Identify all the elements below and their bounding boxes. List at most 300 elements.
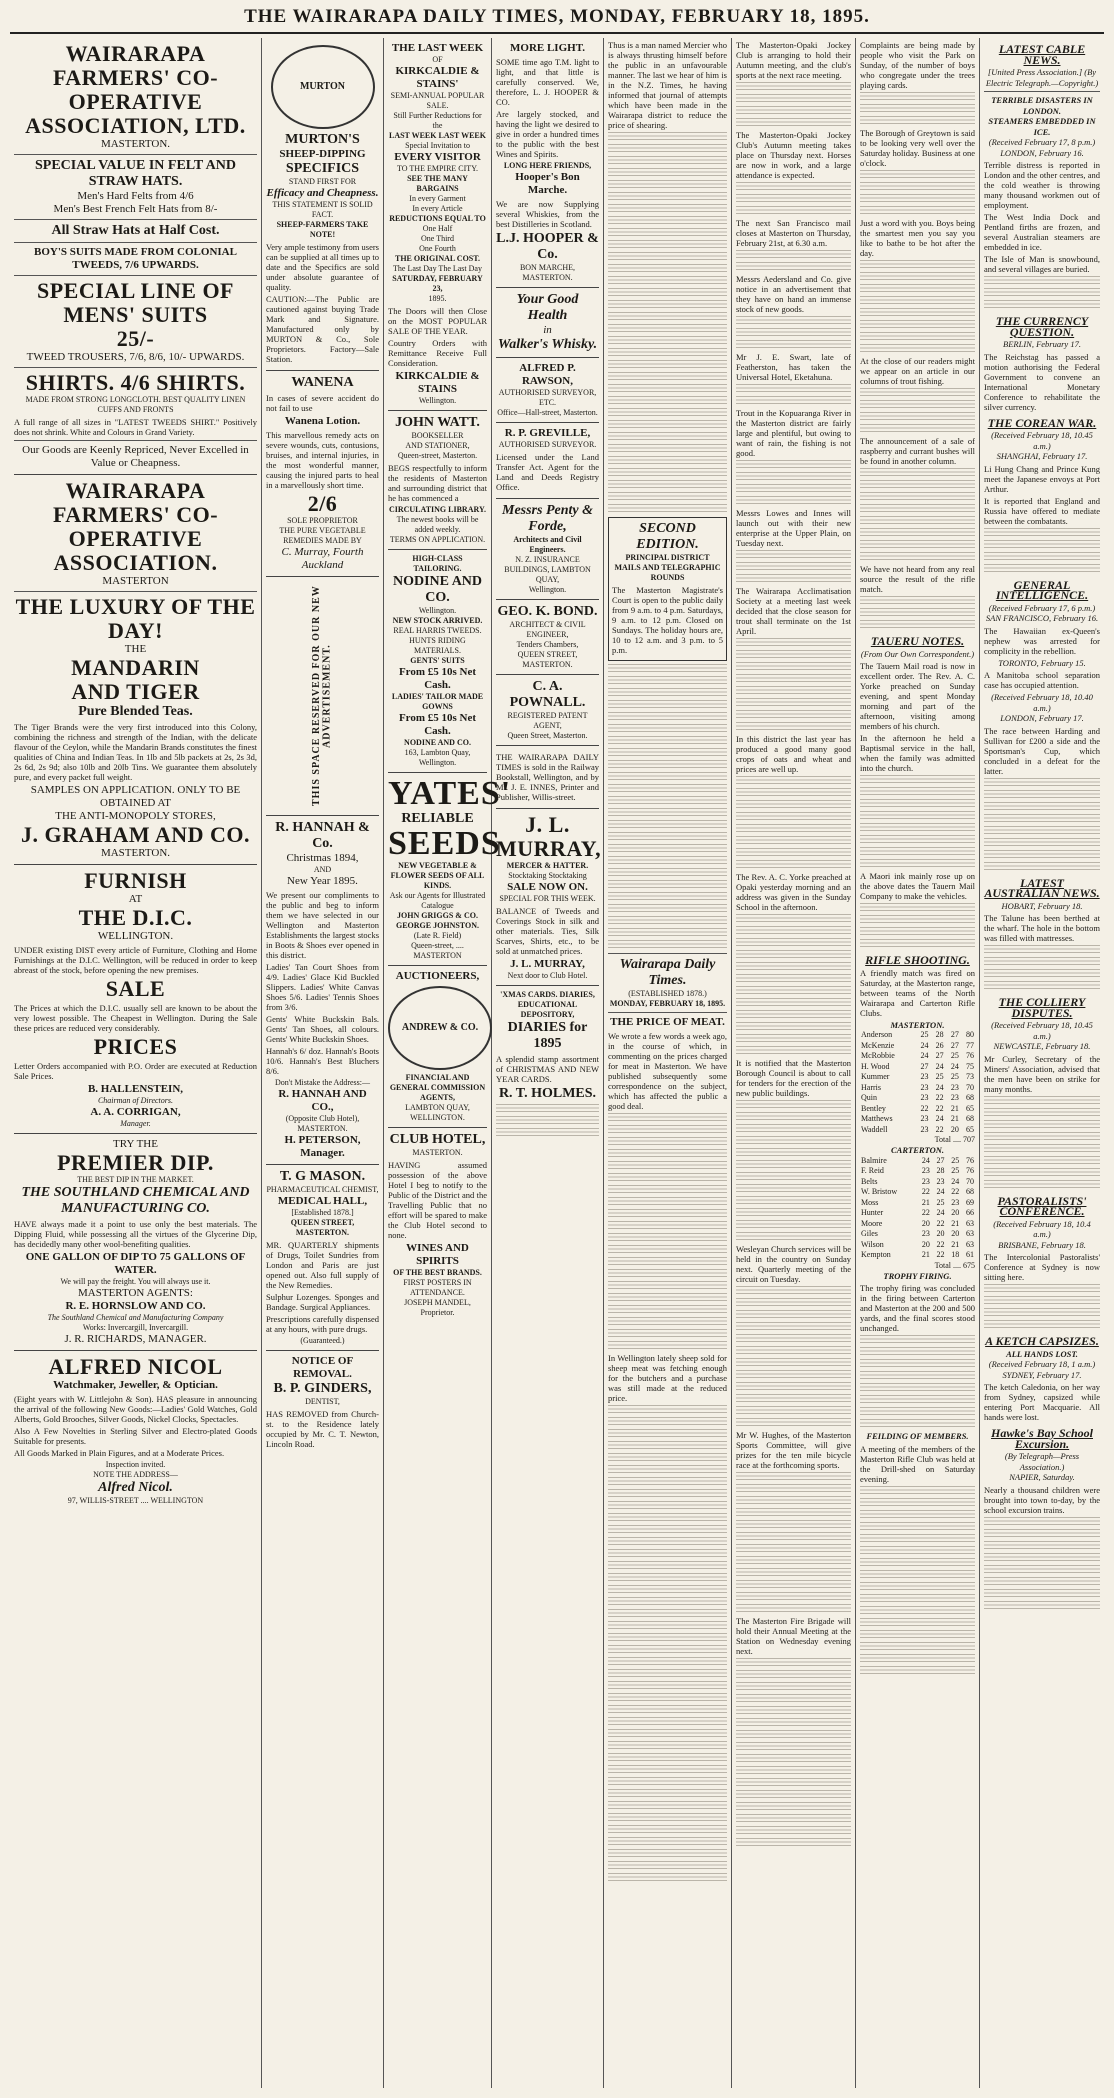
prescriptions: Prescriptions carefully dispensed at any hours, with pure drugs. xyxy=(266,1314,379,1334)
shooter-name: Quin xyxy=(861,1093,877,1102)
result-row xyxy=(860,1104,975,1115)
chairman: Chairman of Directors. xyxy=(97,1096,174,1105)
tauern-text-2: In the afternoon he held a Baptismal service in the hall, when the family was admitted into the church. xyxy=(860,733,975,773)
furnish-head: FURNISH xyxy=(84,868,187,893)
col6-text-7: Messrs Lowes and Innes will launch out with their new enterprise at the Upper Plain, on Tuesday next. xyxy=(736,508,851,548)
reserved-vertical-text: THIS SPACE RESERVED FOR OUR NEW ADVERTISEMENT. xyxy=(311,585,333,807)
seeds: SEEDS xyxy=(388,825,501,862)
in-label: in xyxy=(543,324,552,336)
wanena-sign: SOLE PROPRIETOR xyxy=(287,516,358,525)
ginders-head: B. P. GINDERS, xyxy=(273,1381,372,1396)
result-row xyxy=(860,1177,975,1188)
col6-text-13: Mr W. Hughes, of the Masterton Sports Committee, will give prizes for the ten mile bicycle race at the forthcoming sports. xyxy=(736,1430,851,1470)
score-cell: 23 xyxy=(920,1072,929,1081)
farmers-title-2: WAIRARAPA FARMERS' CO-OPERATIVE ASSOCIATION. xyxy=(52,478,219,575)
press: [United Press Association.] (By Electric Telegraph.—Copyright.) xyxy=(985,67,1099,88)
cable-text-1: Terrible distress is reported in London and the other centres, and the cold weather is throwing many thousand workmen out of employment. xyxy=(984,160,1100,210)
score-cell: 63 xyxy=(966,1239,974,1249)
hallenstein: B. HALLENSTEIN, xyxy=(87,1083,184,1095)
dic-text: UNDER existing DIST every article of Furniture, Clothing and Home Furnishings at the D.I.C. Wellington, will be reduced in order to keep abreast of the stock, before opening the new premises. xyxy=(14,945,257,975)
manager-label: Manager. xyxy=(120,1119,151,1128)
watt-head: JOHN WATT. xyxy=(395,415,480,430)
one-fourth: One Fourth xyxy=(419,244,456,253)
score-cell: 28 xyxy=(935,1030,944,1039)
walkers: Walker's Whisky. xyxy=(497,337,598,352)
shooter-name: Wilson xyxy=(861,1239,884,1249)
score-cell: 20 xyxy=(921,1239,930,1249)
next-door: Next door to Club Hotel. xyxy=(507,971,588,980)
stationer: AND STATIONER, xyxy=(405,441,470,450)
calendars: A splendid stamp assortment of CHRISTMAS AND NEW YEAR CARDS. xyxy=(496,1054,599,1084)
samples-line: SAMPLES ON APPLICATION. ONLY TO BE OBTAINED AT xyxy=(30,784,241,809)
score-cell: 25 xyxy=(950,1072,959,1081)
guaranteed: (Guaranteed.) xyxy=(300,1336,345,1345)
score-cell: 22 xyxy=(935,1103,944,1113)
gents-suits: GENTS' SUITS xyxy=(410,656,465,665)
best-brands: OF THE BEST BRANDS. xyxy=(393,1268,482,1277)
col6-text-6: Trout in the Kopuaranga River in the Masterton district are fairly large and plentiful, but owing to want of rain, the fishing is not good. xyxy=(736,408,851,458)
score-cell: 23 xyxy=(951,1197,960,1207)
score-cell: 63 xyxy=(966,1218,974,1228)
george: GEORGE JOHNSTON. xyxy=(396,921,479,930)
wines: WINES AND SPIRITS xyxy=(406,1242,469,1267)
holmes-ad xyxy=(496,986,599,1144)
circulating: CIRCULATING LIBRARY. xyxy=(388,505,487,514)
stamp-icon: ANDREW & CO. xyxy=(388,986,492,1070)
columns xyxy=(10,38,1104,2088)
score-cell: 25 xyxy=(951,1155,960,1165)
nodine-2: NODINE AND CO. xyxy=(404,738,471,747)
shirts-head: SHIRTS. 4/6 SHIRTS. xyxy=(25,370,246,395)
col7-text-2: The Borough of Greytown is said to be looking very well over the Saturday holiday. Business at one o'clock. xyxy=(860,128,975,168)
tauern-text: The Tauern Mail road is now in excellent order. The Rev. A. C. Yorke preached on Sunday evening, and spent Monday morning and part of the afternoon, visiting among members of his church. xyxy=(860,661,975,731)
rawson: ALFRED P. RAWSON, xyxy=(519,362,576,387)
colliery-head: THE COLLIERY DISPUTES. xyxy=(998,995,1086,1020)
dip-text: HAVE always made it a point to use only the best materials. The Dipping Fluid, while possessing all the virtues of the Glycerine Dip, has decidedly many other wool-benefiting qualities. xyxy=(14,1219,257,1249)
southland-2: The Southland Chemical and Manufacturing Company xyxy=(47,1313,224,1322)
score-cell: 80 xyxy=(966,1030,974,1039)
result-row xyxy=(860,1187,975,1198)
newest: The newest books will be added weekly. xyxy=(396,515,479,534)
of-label: OF xyxy=(432,55,443,64)
masterton-results xyxy=(860,1030,975,1135)
col6-text-9: In this district the last year has produced a good many good crops of oats and wheat and prices are well up. xyxy=(736,734,851,774)
sheep-seal-icon: MURTON xyxy=(271,45,375,129)
terms: TERMS ON APPLICATION. xyxy=(389,535,486,544)
first-posters: FIRST POSTERS IN ATTENDANCE. xyxy=(403,1278,472,1297)
score-cell: 22 xyxy=(936,1250,945,1259)
score-cell: 24 xyxy=(935,1082,944,1092)
by-tel: (By Telegraph—Press Association.) xyxy=(1004,1451,1080,1472)
col6-text-14: The Masterton Fire Brigade will hold their Annual Meeting at the Station on Wednesday evening next. xyxy=(736,1616,851,1656)
new-stock: NEW STOCK ARRIVED. xyxy=(392,616,483,625)
see-bargains: SEE THE MANY BARGAINS xyxy=(407,174,468,193)
penty: Messrs Penty & Forde, xyxy=(502,503,593,534)
score-cell: 23 xyxy=(950,1093,959,1102)
score-cell: 25 xyxy=(920,1030,929,1039)
the-label: THE xyxy=(124,643,147,655)
score-cell: 23 xyxy=(921,1229,930,1238)
score-cell: 24 xyxy=(950,1061,959,1071)
col5-text-2: In Wellington lately sheep sold for sheep meat was fetching enough for the butchers and a purchase was still made at the reduced price. xyxy=(608,1353,727,1403)
nicol-address: 97, WILLIS-STREET .... WELLINGTON xyxy=(67,1496,204,1505)
rawson-ad xyxy=(496,358,599,423)
column-8 xyxy=(980,38,1104,2088)
hannah-sign: R. HANNAH AND CO., xyxy=(278,1088,367,1113)
shooter-name: Balmire xyxy=(861,1155,887,1165)
nicol-head: ALFRED NICOL xyxy=(48,1354,223,1379)
felt-line1: Men's Hard Felts from 4/6 xyxy=(77,190,194,202)
semi-annual: SEMI-ANNUAL POPULAR SALE. xyxy=(390,91,485,110)
score-cell: 18 xyxy=(951,1250,960,1259)
queen-street: QUEEN STREET, MASTERTON. xyxy=(290,1218,355,1237)
bond-ad xyxy=(496,600,599,675)
farmers-place-2: MASTERTON xyxy=(102,575,169,587)
largely: THIS STATEMENT IS SOLID FACT. xyxy=(272,200,373,219)
colliery-text: Mr Curley, Secretary of the Miners' Association, advised that the men have been on strike for many months. xyxy=(984,1053,1100,1094)
score-cell: 22 xyxy=(921,1208,930,1217)
nodine-ad xyxy=(388,550,487,773)
wanena-price: 2/6 xyxy=(307,491,338,516)
note-address: Don't Mistake the Address:— xyxy=(275,1078,370,1087)
hornslow: R. E. HORNSLOW AND CO. xyxy=(65,1300,206,1312)
established: [Established 1878.] xyxy=(291,1208,354,1217)
tweed-line: TWEED TROUSERS, 7/6, 8/6, 10/- UPWARDS. xyxy=(26,351,245,363)
sheep-dip: SHEEP-DIPPING xyxy=(279,148,366,160)
corean-text: Li Hung Chang and Prince Kung meet the Japanese envoys at Port Arthur. xyxy=(984,463,1100,494)
edition-text: The Masterton Magistrate's Court is open to the public daily from 9 a.m. to 4 p.m. Saturdays, 9 a.m. to 12 p.m. Closed on Sundays. The holiday hours are, 10 to 12 a.m. and 3 p.m. to 5 p.m. xyxy=(612,585,723,655)
special-invite: Special Invitation to xyxy=(405,141,470,150)
score-cell: 20 xyxy=(950,1124,959,1134)
shooter-name: W. Bristow xyxy=(861,1187,898,1196)
col6-text-5: Mr J. E. Swart, late of Featherston, has taken the Universal Hotel, Eketahuna. xyxy=(736,352,851,382)
reductions: REDUCTIONS EQUAL TO xyxy=(389,214,486,223)
score-cell: 75 xyxy=(966,1061,974,1071)
at-label: AT xyxy=(128,893,143,905)
received-2: (Received February 18, 10.45 a.m.) xyxy=(991,430,1093,451)
col6-text-3: The next San Francisco mail closes at Masterton on Thursday, February 21st, at 6.30 a.m. xyxy=(736,218,851,248)
mason-ad xyxy=(266,1165,379,1351)
result-row xyxy=(860,1114,975,1125)
score-cell: 77 xyxy=(966,1040,974,1050)
every-visitor: EVERY VISITOR xyxy=(394,151,481,163)
mandel: JOSEPH MANDEL, Proprietor. xyxy=(404,1298,471,1317)
doors: The Doors will then Close on the MOST POPULAR SALE OF THE YEAR. xyxy=(388,306,487,336)
greville-text: Licensed under the Land Transfer Act. Agent for the Land and Deeds Registry Office. xyxy=(496,452,599,492)
hooper-head: L.J. HOOPER & Co. xyxy=(496,231,599,262)
felt-line2: Men's Best French Felt Hats from 8/- xyxy=(53,203,218,215)
score-cell: 25 xyxy=(950,1051,959,1060)
london-1: LONDON, February 16. xyxy=(1000,147,1084,158)
masterton-total: Total .... 707 xyxy=(934,1135,975,1144)
newcastle: NEWCASTLE, February 18. xyxy=(993,1041,1091,1051)
xmas: 'XMAS CARDS. DIARIES, EDUCATIONAL DEPOSITORY, xyxy=(500,990,595,1019)
score-cell: 21 xyxy=(921,1197,930,1207)
general-text-2: A Manitoba school separation case has occupied attention. xyxy=(984,670,1100,690)
ginders-ad xyxy=(266,1351,379,1455)
result-row xyxy=(860,1093,975,1104)
score-cell: 22 xyxy=(951,1187,960,1196)
col7-text-3: Just a word with you. Boys being the smartest men you say you like to bathe to be hot after the day. xyxy=(860,218,975,258)
dip-supply: We will pay the freight. You will always use it. xyxy=(60,1277,211,1286)
late: (Late R. Field) xyxy=(413,931,462,940)
wanena-text: In cases of severe accident do not fail to use xyxy=(266,393,379,413)
score-cell: 24 xyxy=(920,1051,929,1060)
general-head: GENERAL INTELLIGENCE. xyxy=(995,577,1089,602)
farmers-ad-2 xyxy=(14,475,257,865)
one-half: One Half xyxy=(422,224,453,233)
mason-head: T. G MASON. xyxy=(279,1169,366,1184)
corean-text-2: It is reported that England and Russia have offered to mediate between the combatants. xyxy=(984,495,1100,526)
shooter-name: Bentley xyxy=(861,1103,886,1113)
peterson: H. PETERSON, Manager. xyxy=(284,1134,361,1159)
score-cell: 23 xyxy=(950,1082,959,1092)
score-cell: 76 xyxy=(966,1051,974,1060)
kirk-head: KIRKCALDIE & STAINS' xyxy=(395,65,480,90)
nodine-place: Wellington. xyxy=(418,606,457,615)
score-cell: 20 xyxy=(936,1229,945,1238)
second-edition: SECOND EDITION. xyxy=(636,521,699,552)
score-cell: 21 xyxy=(951,1218,960,1228)
score-cell: 20 xyxy=(951,1229,960,1238)
col6-text-4: Messrs Aedersland and Co. give notice in an advertisement that they have on hand an immense stock of new goods. xyxy=(736,274,851,314)
score-cell: 25 xyxy=(935,1072,944,1081)
wanena-lotion: Wanena Lotion. xyxy=(284,415,361,427)
london-2: LONDON, February 17. xyxy=(1000,713,1084,723)
steamers: STEAMERS EMBEDDED IN ICE. xyxy=(988,116,1096,137)
farmers-place: MASTERTON. xyxy=(100,138,171,150)
catalogue: Ask our Agents for Illustrated Catalogue xyxy=(389,891,486,910)
result-row xyxy=(860,1041,975,1052)
result-row xyxy=(860,1030,975,1041)
bookseller: BOOKSELLER xyxy=(411,431,464,440)
from-2: From £5 10s Net Cash. xyxy=(398,712,477,737)
dip-order: ONE GALLON OF DIP TO 75 GALLONS OF WATER. xyxy=(25,1251,246,1276)
light-text: SOME time ago T.M. light to light, and that little is carefully conserved. We, therefore, L. J. HOOPER & CO. xyxy=(496,57,599,107)
score-cell: 25 xyxy=(936,1197,945,1207)
mason-text: MR. QUARTERLY shipments of Drugs, Toilet Sundries from London and Paris are just opened out. Also full supply of the New Remedies. xyxy=(266,1240,379,1290)
hooper-ad xyxy=(496,38,599,288)
berlin: BERLIN, February 17. xyxy=(1003,339,1081,349)
second-edition-box xyxy=(608,517,727,661)
cable-head: LATEST CABLE NEWS. xyxy=(998,42,1086,67)
result-row xyxy=(860,1072,975,1083)
chemist: PHARMACEUTICAL CHEMIST, xyxy=(266,1185,379,1194)
received-5: (Received February 18, 10.45 a.m.) xyxy=(991,1020,1093,1041)
score-cell: 27 xyxy=(936,1155,945,1165)
shooter-name: Anderson xyxy=(861,1030,893,1039)
received-4: (Received February 18, 10.40 a.m.) xyxy=(991,692,1093,713)
yates-head: YATES' xyxy=(388,775,512,812)
pownall-ad xyxy=(496,675,599,746)
murton-head: MURTON'S xyxy=(285,132,360,147)
result-row xyxy=(860,1250,975,1261)
one-third: One Third xyxy=(421,234,454,243)
greville: R. P. GREVILLE, xyxy=(504,427,591,439)
score-cell: 21 xyxy=(951,1239,960,1249)
bond: GEO. K. BOND. xyxy=(497,604,598,619)
mercer: MERCER & HATTER. xyxy=(506,861,589,870)
shooter-name: Giles xyxy=(861,1229,878,1238)
farmers-title: WAIRARAPA FARMERS' CO-OPERATIVE ASSOCIATION, LTD. xyxy=(25,41,246,138)
toronto: TORONTO, February 15. xyxy=(998,657,1086,668)
mens-suits-price: 25/- xyxy=(116,326,155,351)
shooter-name: Belts xyxy=(861,1176,878,1186)
ladies-gowns: LADIES' TAILOR MADE GOWNS xyxy=(391,692,484,711)
sheep-text: Very ample testimony from users can be supplied at all times up to date and the Specifics are sold under absolute guarantee of quality. xyxy=(266,242,379,292)
mason-more: Sulphur Lozenges. Sponges and Bandage. Surgical Appliances. xyxy=(266,1292,379,1312)
pastoral-head: PASTORALISTS' CONFERENCE. xyxy=(997,1193,1087,1218)
score-cell: 28 xyxy=(936,1166,945,1175)
hannah-text: We present our compliments to the public and beg to inform them we have selected in our Wellington and Masterton Establishments the largest stocks in Boots & Shoes ever opened in this district. xyxy=(266,890,379,960)
result-row xyxy=(860,1125,975,1136)
score-cell: 22 xyxy=(935,1093,944,1102)
wine-text: Are largely stocked, and having the light we desired to give in order a hundred times to the public with the best Wines and Spirits. xyxy=(496,109,599,159)
gents: Gents' White Buckskin Bals. Gents' Tan Shoes, all colours. Gents' White Buckskin Shoes. xyxy=(266,1014,379,1044)
murray-ad xyxy=(496,809,602,986)
penty-place: Wellington. xyxy=(528,585,567,594)
score-cell: 70 xyxy=(966,1082,974,1092)
tea-text: The Tiger Brands were the very first introduced into this Colony, combining the richness and strength of the Indian, with the delicate flavour of the Ceylon, while the Mandarin Brands constitutes the finest qualities of China and Indian Teas. In 1lb and 5lb packets at 2s, 2s 3d, 2s 6d, 2s 9d; also 10lb and 20lb Tins. We guarantee them absolutely pure, and every packet full weight. xyxy=(14,722,257,782)
holmes: R. T. HOLMES. xyxy=(498,1086,597,1101)
shooter-name: Harris xyxy=(861,1082,881,1092)
long-hours: LONG HERE FRIENDS, xyxy=(503,161,592,170)
score-cell: 24 xyxy=(936,1187,945,1196)
mens-suits-head: SPECIAL LINE OF MENS' SUITS xyxy=(37,278,234,327)
hawkes-text: Nearly a thousand children were brought into town to-day, by the school excursion trains. xyxy=(984,1484,1100,1515)
shooter-name: Kummer xyxy=(861,1072,890,1081)
caution: CAUTION:—The Public are cautioned against buying Trade Mark and Signature. Manufactured only by MURTON & Co., Sole Proprietors. Factory—Sale Station. xyxy=(266,294,379,364)
ketch-head: A KETCH CAPSIZES. xyxy=(985,1334,1099,1348)
column-6 xyxy=(732,38,856,2088)
bond-queen: QUEEN STREET, MASTERTON. xyxy=(517,650,578,669)
hannah-head: R. HANNAH & Co. xyxy=(275,820,370,851)
surveyor: AUTHORISED SURVEYOR, ETC. xyxy=(498,388,597,407)
watt-text: BEGS respectfully to inform the residents of Masterton and surrounding district that he has commenced a xyxy=(388,463,487,503)
watt-ad xyxy=(388,411,487,550)
score-cell: 61 xyxy=(966,1250,974,1259)
score-cell: 22 xyxy=(936,1239,945,1249)
shooter-name: F. Reid xyxy=(861,1166,884,1175)
every-garment: In every Garment xyxy=(409,194,466,203)
club-place: MASTERTON. xyxy=(412,1148,463,1157)
col6-text-11: It is notified that the Masterton Borough Council is about to call for tenders for the erection of the new public buildings. xyxy=(736,1058,851,1098)
club-head: CLUB HOTEL, xyxy=(389,1132,486,1147)
score-cell: 23 xyxy=(921,1166,930,1175)
col5-text-1: Thus is a man named Mercier who is always thrusting himself before the public in an unfavourable manner. The last we hear of him is in the N.Z. Times, he having informed that journal of attempts which have been made in the Wairarapa district to reduce the price of shearing. xyxy=(608,40,727,130)
sale-word: SALE xyxy=(105,976,166,1001)
wdt-title: Wairarapa Daily Times. xyxy=(619,957,716,988)
hannah-goods: Ladies' Tan Court Shoes from 4/9. Ladies' Glace Kid Buckled Slippers. Ladies' White Canvas Shoes 5/6. Ladies' Tennis Shoes from 3/6. xyxy=(266,962,379,1012)
shooter-name: Waddell xyxy=(861,1124,888,1134)
score-cell: 69 xyxy=(966,1197,974,1207)
shooter-name: Moore xyxy=(861,1218,883,1228)
inspection: Inspection invited. xyxy=(105,1460,166,1469)
reserved-space xyxy=(266,577,379,816)
yates-ad xyxy=(388,773,512,966)
feilding-head: FEILDING OF MEMBERS. xyxy=(866,1431,969,1441)
price-meat: THE PRICE OF MEAT. xyxy=(610,1016,725,1028)
score-cell: 22 xyxy=(935,1124,944,1134)
column-1 xyxy=(10,38,262,2088)
col7-text-5: The announcement of a sale of raspberry and currant bushes will be found in another column. xyxy=(860,436,975,466)
cable-text-2: The West India Dock and Pentland firths are frozen, and several Australian steamers are embedded in ice. xyxy=(984,212,1100,252)
new-year: New Year 1895. xyxy=(287,875,358,887)
trophy-head: TROPHY FIRING. xyxy=(883,1270,952,1281)
nodine-head: NODINE AND CO. xyxy=(392,574,483,605)
vegetable: NEW VEGETABLE & FLOWER SEEDS OF ALL KINDS. xyxy=(390,861,485,890)
currency-text: The Reichstag has passed a motion authorising the Federal Government to convene an International Monetary Conference to rehabilitate the silver currency. xyxy=(984,351,1100,412)
tauern-head: TAUERU NOTES. xyxy=(870,634,965,648)
received-1: (Received February 17, 8 p.m.) xyxy=(988,137,1096,147)
real-harris: REAL HARRIS TWEEDS. HUNTS RIDING MATERIALS. xyxy=(393,626,482,655)
year: 1895. xyxy=(428,294,447,303)
brisbane: BRISBANE, February 18. xyxy=(998,1239,1086,1250)
corrigan: A. A. CORRIGAN, xyxy=(90,1106,181,1118)
score-cell: 23 xyxy=(920,1124,929,1134)
score-cell: 21 xyxy=(950,1114,959,1123)
signature: C. Murray, Fourth Auckland xyxy=(281,546,364,571)
col6-text-8: The Wairarapa Acclimatisation Society at a meeting last week decided that the close season for trout shall terminate on the 1st April. xyxy=(736,586,851,636)
received-3: (Received February 17, 6 p.m.) xyxy=(988,602,1096,613)
shooter-name: Moss xyxy=(861,1197,879,1207)
patent: REGISTERED PATENT AGENT, xyxy=(507,711,588,730)
greville-ad xyxy=(496,423,599,499)
hobart: HOBART, February 18. xyxy=(1001,900,1083,911)
aus-text: The Talune has been berthed at the wharf. The hole in the bottom was filled with mattresses. xyxy=(984,913,1100,943)
feilding-text: A meeting of the members of the Masterton Rifle Club was held at the Drill-shed on Saturday evening. xyxy=(860,1443,975,1484)
carterton-total: Total .... 675 xyxy=(934,1260,975,1270)
score-cell: 63 xyxy=(966,1229,974,1238)
score-cell: 68 xyxy=(966,1093,974,1102)
hannah-more: Hannah's 6/ doz. Hannah's Boots 10/6. Hannah's Best Bluchers 8/6. xyxy=(266,1046,379,1076)
score-cell: 20 xyxy=(921,1218,930,1228)
to-empire: TO THE EMPIRE CITY. xyxy=(397,164,478,173)
shirts-note: A full range of all sizes in "LATEST TWEEDS SHIRT." Positively does not shrink. White and Colours in Grand Variety. xyxy=(14,417,257,437)
dic-ad xyxy=(14,865,257,1134)
from-1: From £5 10s Net Cash. xyxy=(398,666,477,691)
christmas: Christmas 1894, xyxy=(286,852,359,864)
result-row xyxy=(860,1051,975,1062)
meat-text: We wrote a few words a week ago, in the course of which, in commenting on the prices charged for meat in Masterton. We have published subsequently some correspondence on the subject, which has affected the public a good deal. xyxy=(608,1031,727,1111)
score-cell: 27 xyxy=(950,1040,959,1050)
efficacy: Efficacy and Cheapness. xyxy=(266,187,379,199)
score-cell: 68 xyxy=(966,1114,974,1123)
bon-marche: BON MARCHE, MASTERTON. xyxy=(519,263,576,282)
shooter-name: Kempton xyxy=(861,1250,891,1259)
tenders: Tenders Chambers, xyxy=(516,640,579,649)
premier-dip-head: PREMIER DIP. xyxy=(57,1150,214,1175)
score-cell: 65 xyxy=(966,1103,974,1113)
sale-now: SALE NOW ON. xyxy=(507,881,588,893)
result-row xyxy=(860,1198,975,1209)
pownall: C. A. POWNALL. xyxy=(509,679,586,710)
kirk-2: KIRKCALDIE & STAINS xyxy=(395,370,480,395)
result-row xyxy=(860,1062,975,1073)
currency-head: THE CURRENCY QUESTION. xyxy=(995,314,1089,339)
from-corr: (From Our Own Correspondent.) xyxy=(860,648,975,659)
auctioneers-ad xyxy=(388,966,487,1128)
issue-date: MONDAY, FEBRUARY 18, 1895. xyxy=(609,999,726,1008)
general-text-3: The race between Harding and Sullivan for £200 a side and the Sportsman's Cup, which concluded in a defeat for the latter. xyxy=(984,725,1100,776)
cable-text-3: The Isle of Man is snowbound, and several villages are buried. xyxy=(984,254,1100,274)
murray: J. L. MURRAY, xyxy=(496,812,602,861)
score-cell: 66 xyxy=(966,1208,974,1217)
auth: AUTHORISED SURVEYOR. xyxy=(498,440,597,449)
novelties: Also A Few Novelties in Sterling Silver and Electro-plated Goods Suitable for presents. xyxy=(14,1426,257,1446)
lambton-2: LAMBTON QUAY, WELLINGTON. xyxy=(405,1103,470,1122)
score-cell: 27 xyxy=(920,1061,929,1071)
